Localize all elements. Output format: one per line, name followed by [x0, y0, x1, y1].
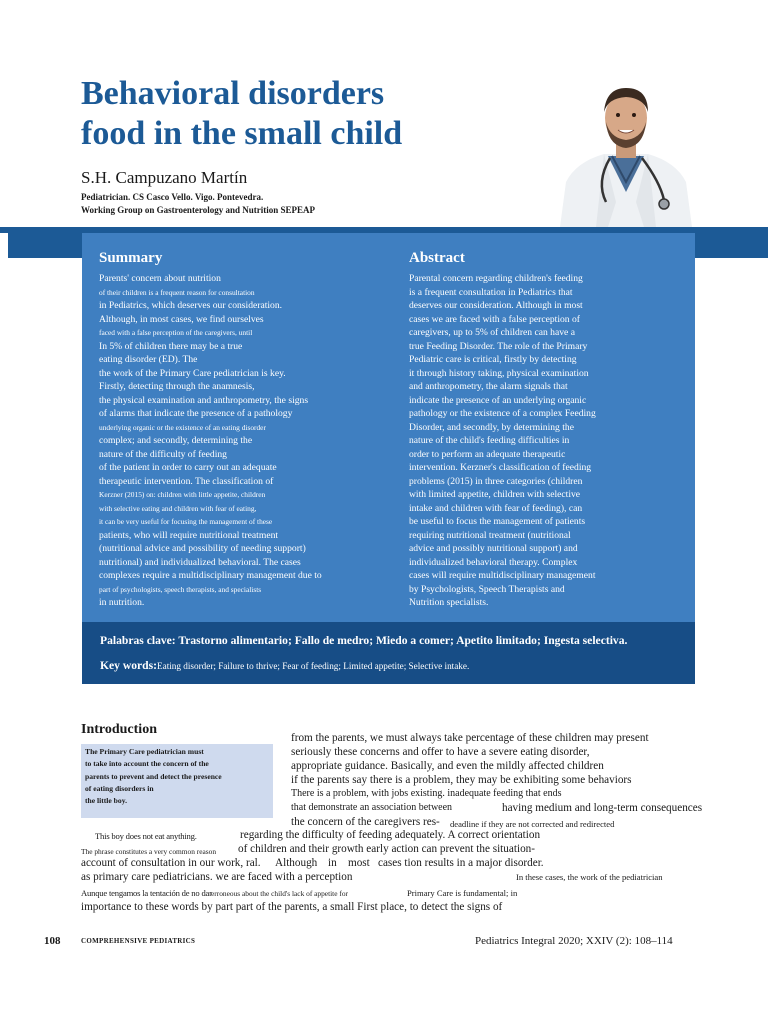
- body-line: This boy does not eat anything.: [95, 831, 197, 841]
- body-line: from the parents, we must always take percentage of these children may present: [291, 732, 649, 744]
- body-line: in: [328, 857, 337, 869]
- affiliation-line-1: Pediatrician. CS Casco Vello. Vigo. Pontevedra.: [81, 192, 264, 202]
- summary-line: In 5% of children there may be a true: [99, 340, 243, 352]
- abstract-line: caregivers, up to 5% of children can have a: [409, 327, 575, 338]
- highlight-box: [81, 744, 273, 818]
- abstract-line: Nutrition specialists.: [409, 597, 489, 608]
- summary-line: the physical examination and anthropometry, the signs: [99, 394, 309, 406]
- abstract-line: and anthropometry, the alarm signals that: [409, 381, 568, 392]
- highlight-line: parents to prevent and detect the presence: [85, 771, 222, 781]
- abstract-line: by Psychologists, Speech Therapists and: [409, 583, 565, 595]
- summary-line: faced with a false perception of the caregivers, until: [99, 328, 253, 337]
- abstract-line: it through history taking, physical examination: [409, 367, 589, 379]
- summary-line: underlying organic or the existence of an eating disorder: [99, 422, 266, 432]
- abstract-heading: Abstract: [409, 250, 465, 266]
- summary-line: nature of the difficulty of feeding: [99, 448, 227, 460]
- author-name: S.H. Campuzano Martín: [81, 168, 248, 187]
- abstract-line: is a frequent consultation in Pediatrics that: [409, 286, 573, 298]
- body-line: having medium and long-term consequences: [502, 802, 703, 814]
- summary-line: in Pediatrics, which deserves our consideration.: [99, 300, 283, 311]
- highlight-line: of eating disorders in: [85, 783, 154, 793]
- summary-line: Parents' concern about nutrition: [99, 273, 221, 284]
- summary-line: complexes require a multidisciplinary management due to: [99, 570, 322, 581]
- body-line: most: [348, 857, 370, 869]
- abstract-line: true Feeding Disorder. The role of the Primary: [409, 340, 588, 352]
- body-line: account of consultation in our work, ral.: [81, 857, 261, 869]
- summary-line: Kerzner (2015) on: children with little appetite, children: [99, 490, 266, 499]
- body-line: The phrase constitutes a very common reason: [81, 847, 217, 856]
- body-line: appropriate guidance. Basically, and even the mildly affected children: [291, 760, 604, 772]
- body-line: the concern of the caregivers res-: [291, 816, 440, 828]
- palabras-clave: Palabras clave: Trastorno alimentario; Fallo de medro; Miedo a comer; Apetito limitado; Ingesta selectiva.: [100, 634, 628, 647]
- abstract-line: cases will require multidisciplinary management: [409, 570, 596, 581]
- body-line: seriously these concerns and offer to have a severe eating disorder,: [291, 746, 590, 758]
- highlight-line: The Primary Care pediatrician must: [85, 747, 204, 756]
- abstract-line: intake and children with fear of feeding), can: [409, 502, 583, 514]
- summary-text: [99, 272, 322, 610]
- abstract-line: with limited appetite, children with selective: [409, 489, 581, 500]
- body-line: importance to these words by part part of the parents, a small First place, to detect the signs of: [81, 901, 503, 913]
- abstract-line: Parental concern regarding children's feeding: [409, 273, 583, 284]
- header-band-left: [8, 233, 82, 258]
- abstract-line: order to perform an adequate therapeutic: [409, 448, 566, 460]
- abstract-line: indicate the presence of an underlying organic: [409, 394, 587, 406]
- abstract-line: pathology or the existence of a complex Feeding: [409, 408, 596, 419]
- header-band-right: [695, 233, 768, 258]
- page-number: 108: [44, 935, 61, 947]
- summary-line: Although, in most cases, we find ourselves: [99, 313, 264, 325]
- publication-name: COMPREHENSIVE PEDIATRICS: [81, 937, 196, 945]
- keywords-box: [82, 622, 695, 684]
- abstract-text: [409, 272, 596, 610]
- summary-line: part of psychologists, speech therapists, and specialists: [99, 584, 262, 594]
- citation-reference: Pediatrics Integral 2020; XXIV (2): 108–114: [475, 935, 673, 947]
- key-words-values: Eating disorder; Failure to thrive; Fear of feeding; Limited appetite; Selective intake.: [157, 661, 470, 671]
- title-line-2: food in the small child: [81, 115, 403, 152]
- abstract-line: Pediatric care is critical, firstly by detecting: [409, 354, 577, 365]
- body-line: regarding the difficulty of feeding adequately. A correct orientation: [240, 829, 541, 841]
- author-photo: [556, 82, 696, 227]
- body-line: There is a problem, with jobs existing. inadequate feeding that ends: [291, 788, 562, 799]
- summary-line: with selective eating and children with fear of eating,: [99, 503, 257, 513]
- summary-line: of their children is a frequent reason for consultation: [99, 287, 255, 297]
- abstract-line: cases we are faced with a false perception of: [409, 313, 580, 325]
- summary-line: Firstly, detecting through the anamnesis,: [99, 381, 255, 392]
- summary-line: of alarms that indicate the presence of a pathology: [99, 408, 293, 419]
- author-affiliation: [81, 191, 315, 216]
- abstract-line: nature of the child's feeding difficulties in: [409, 435, 570, 446]
- summary-heading: Summary: [99, 250, 163, 266]
- key-words-label: Key words:: [100, 659, 157, 672]
- abstract-line: be useful to focus the management of patients: [409, 516, 586, 527]
- body-line: Although: [275, 857, 318, 869]
- summary-line: therapeutic intervention. The classification of: [99, 475, 274, 487]
- highlight-line: the little boy.: [85, 796, 127, 806]
- summary-line: of the patient in order to carry out an adequate: [99, 462, 277, 473]
- summary-line: patients, who will require nutritional treatment: [99, 529, 279, 541]
- body-line: erroneous about the child's lack of appetite for: [211, 889, 348, 898]
- summary-line: complex; and secondly, determining the: [99, 435, 253, 446]
- key-words: [100, 656, 469, 674]
- abstract-line: problems (2015) in three categories (children: [409, 475, 583, 487]
- abstract-line: deserves our consideration. Although in most: [409, 300, 583, 311]
- body-line: that demonstrate an association between: [291, 802, 453, 813]
- body-line: as primary care pediatricians. we are faced with a perception: [81, 871, 353, 883]
- abstract-line: Disorder, and secondly, by determining the: [409, 421, 574, 433]
- article-title: [81, 74, 541, 154]
- summary-line: in nutrition.: [99, 597, 145, 608]
- affiliation-line-2: Working Group on Gastroenterology and Nutrition SEPEAP: [81, 204, 316, 215]
- abstract-line: intervention. Kerzner's classification of feeding: [409, 462, 592, 473]
- highlight-line: to take into account the concern of the: [85, 759, 209, 769]
- body-line: of children and their growth early action can prevent the situation-: [238, 843, 535, 855]
- abstract-line: advice and possibly nutritional support) and: [409, 543, 578, 554]
- summary-line: it can be very useful for focusing the management of these: [99, 517, 273, 526]
- body-line: In these cases, the work of the pediatrician: [516, 872, 663, 882]
- abstract-line: requiring nutritional treatment (nutritional: [409, 529, 571, 541]
- body-line: Primary Care is fundamental; in: [407, 888, 518, 898]
- abstract-line: individualized behavioral therapy. Complex: [409, 556, 578, 568]
- summary-line: (nutritional advice and possibility of needing support): [99, 543, 306, 554]
- summary-line: nutritional) and individualized behavioral. The cases: [99, 556, 301, 568]
- body-line: if the parents say there is a problem, they may be exhibiting some behaviors: [291, 774, 632, 786]
- title-line-1: Behavioral disorders: [81, 75, 385, 112]
- body-line: Aunque tengamos la tentación de no dar: [81, 888, 212, 898]
- summary-line: eating disorder (ED). The: [99, 354, 198, 365]
- summary-line: the work of the Primary Care pediatrician is key.: [99, 367, 286, 379]
- body-line: cases tion results in a major disorder.: [378, 857, 544, 869]
- introduction-heading: Introduction: [81, 722, 157, 737]
- body-line: deadline if they are not corrected and redirected: [450, 819, 615, 829]
